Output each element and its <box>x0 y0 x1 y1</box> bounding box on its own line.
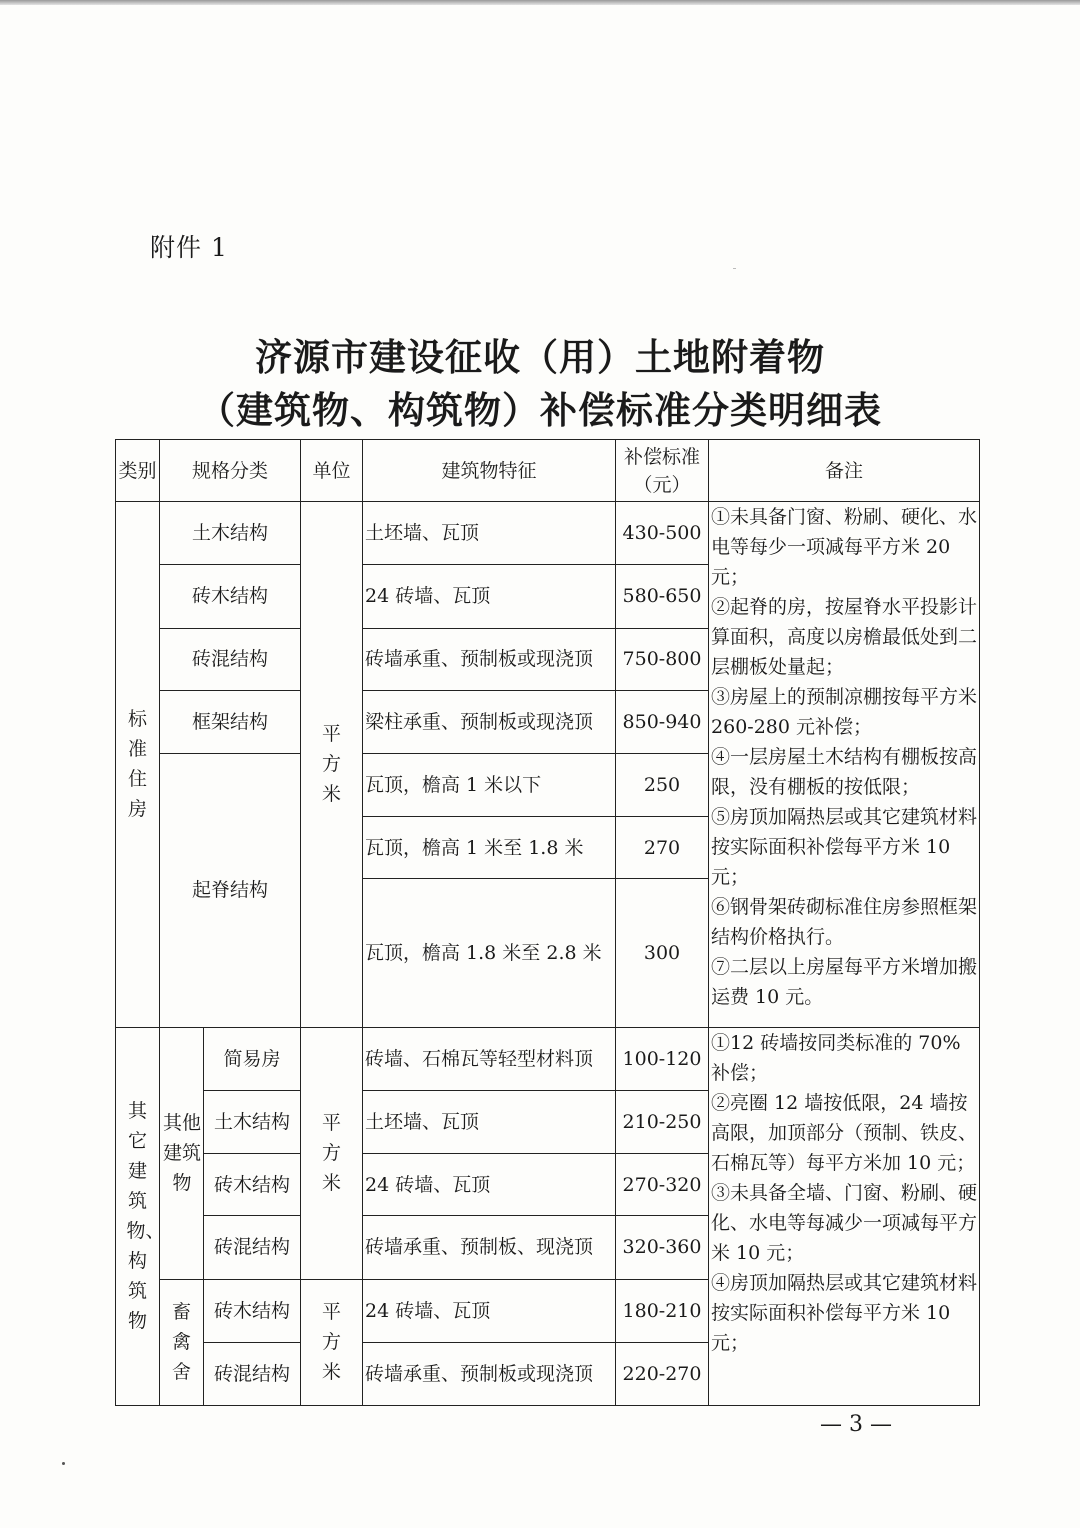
feature-cell: 土坯墙、瓦顶 <box>363 1090 616 1153</box>
group2-notes <box>709 1027 980 1405</box>
group2-sub1-unit <box>301 1027 363 1279</box>
group1-unit-text: 平方米 <box>322 723 342 806</box>
group2-category-text: 其它建筑物、构筑物 <box>126 1100 165 1333</box>
price-cell: 100-120 <box>616 1027 709 1090</box>
group2-sub2-label <box>160 1279 204 1405</box>
feature-cell: 砖墙、石棉瓦等轻型材料顶 <box>363 1027 616 1090</box>
group2-sub2-text: 畜禽舍 <box>171 1301 191 1384</box>
price-cell: 300 <box>616 879 709 1027</box>
header-feature: 建筑物特征 <box>363 440 616 502</box>
feature-cell: 砖墙承重、预制板或现浇顶 <box>363 628 616 690</box>
note-item: ①未具备门窗、粉刷、硬化、水电等每少一项减每平方米 20 元； <box>711 506 978 589</box>
price-cell: 850-940 <box>616 690 709 753</box>
scan-speck <box>733 268 736 269</box>
scan-top-edge <box>0 0 1080 5</box>
group1-unit <box>301 502 363 1028</box>
note-item: ②亮圈 12 墙按低限，24 墙按高限，加顶部分（预制、铁皮、石棉瓦等）每平方米加 10 元； <box>711 1091 978 1174</box>
spec-cell: 砖混结构 <box>204 1342 301 1405</box>
header-category: 类别 <box>116 440 160 502</box>
price-cell: 250 <box>616 753 709 816</box>
note-item: ⑥钢骨架砖砌标准住房参照框架结构价格执行。 <box>711 896 978 949</box>
header-standard-line1: 补偿标准 <box>624 445 701 468</box>
header-spec: 规格分类 <box>160 440 301 502</box>
price-cell: 320-360 <box>616 1216 709 1279</box>
note-item: ③房屋上的预制凉棚按每平方米 260-280 元补偿； <box>711 686 978 739</box>
spec-cell: 土木结构 <box>204 1090 301 1153</box>
price-cell: 220-270 <box>616 1342 709 1405</box>
note-item: ②起脊的房，按屋脊水平投影计算面积，高度以房檐最低处到二层棚板处量起； <box>711 596 978 679</box>
note-item: ⑤房顶加隔热层或其它建筑材料按实际面积补偿每平方米 10 元； <box>711 806 978 889</box>
price-cell: 580-650 <box>616 565 709 628</box>
feature-cell: 24 砖墙、瓦顶 <box>363 1279 616 1342</box>
price-cell: 430-500 <box>616 502 709 565</box>
spec-cell: 砖混结构 <box>160 628 301 690</box>
feature-cell: 砖墙承重、预制板、现浇顶 <box>363 1216 616 1279</box>
feature-cell: 土坯墙、瓦顶 <box>363 502 616 565</box>
feature-cell: 瓦顶，檐高 1 米以下 <box>363 753 616 816</box>
spec-cell: 简易房 <box>204 1027 301 1090</box>
note-item: ①12 砖墙按同类标准的 70%补偿； <box>711 1031 961 1084</box>
note-item: ③未具备全墙、门窗、粉刷、硬化、水电等每减少一项减每平方米 10 元； <box>711 1181 978 1264</box>
group2-sub1-label <box>160 1027 204 1279</box>
note-item: ④一层房屋土木结构有棚板按高限，没有棚板的按低限； <box>711 746 978 799</box>
price-cell: 210-250 <box>616 1090 709 1153</box>
page-title-line1: 济源市建设征收（用）土地附着物 <box>255 335 825 379</box>
spec-cell: 砖木结构 <box>160 565 301 628</box>
spec-cell: 砖混结构 <box>204 1216 301 1279</box>
group2-category <box>116 1027 165 1405</box>
group1-category-text: 标准住房 <box>127 708 147 821</box>
note-item: ④房顶加隔热层或其它建筑材料按实际面积补偿每平方米 10 元； <box>711 1271 978 1354</box>
group1-category <box>116 502 160 1028</box>
spec-cell: 砖木结构 <box>204 1154 301 1216</box>
group1-notes <box>709 502 980 1028</box>
page-title-line2: （建筑物、构筑物）补偿标准分类明细表 <box>198 388 882 432</box>
spec-cell: 土木结构 <box>160 502 301 565</box>
attachment-label: 附件 1 <box>150 233 228 262</box>
feature-cell: 砖墙承重、预制板或现浇顶 <box>363 1342 616 1405</box>
price-cell: 270-320 <box>616 1154 709 1216</box>
group2-sub1-unit-text: 平方米 <box>322 1112 342 1195</box>
header-remarks: 备注 <box>709 440 980 502</box>
group2-sub2-unit <box>301 1279 363 1405</box>
price-cell: 750-800 <box>616 628 709 690</box>
table-row <box>116 1027 980 1090</box>
price-cell: 270 <box>616 817 709 879</box>
feature-cell: 瓦顶，檐高 1 米至 1.8 米 <box>363 817 616 879</box>
group2-sub2-unit-text: 平方米 <box>322 1301 342 1384</box>
header-standard-line2: （元） <box>633 473 691 496</box>
spec-cell: 砖木结构 <box>204 1279 301 1342</box>
spec-cell: 框架结构 <box>160 690 301 753</box>
page-number: — 3 — <box>820 1412 892 1437</box>
header-unit: 单位 <box>301 440 363 502</box>
spec-cell: 起脊结构 <box>160 753 301 1027</box>
table-row <box>116 502 980 565</box>
feature-cell: 24 砖墙、瓦顶 <box>363 1154 616 1216</box>
header-row <box>116 440 980 502</box>
feature-cell: 梁柱承重、预制板或现浇顶 <box>363 690 616 753</box>
header-standard <box>616 440 709 502</box>
scan-speck <box>62 1462 65 1465</box>
group2-sub1-text: 其他建筑物 <box>162 1112 201 1195</box>
feature-cell: 瓦顶，檐高 1.8 米至 2.8 米 <box>363 879 616 1027</box>
compensation-table <box>115 439 980 1406</box>
note-item: ⑦二层以上房屋每平方米增加搬运费 10 元。 <box>711 956 978 1009</box>
price-cell: 180-210 <box>616 1279 709 1342</box>
feature-cell: 24 砖墙、瓦顶 <box>363 565 616 628</box>
